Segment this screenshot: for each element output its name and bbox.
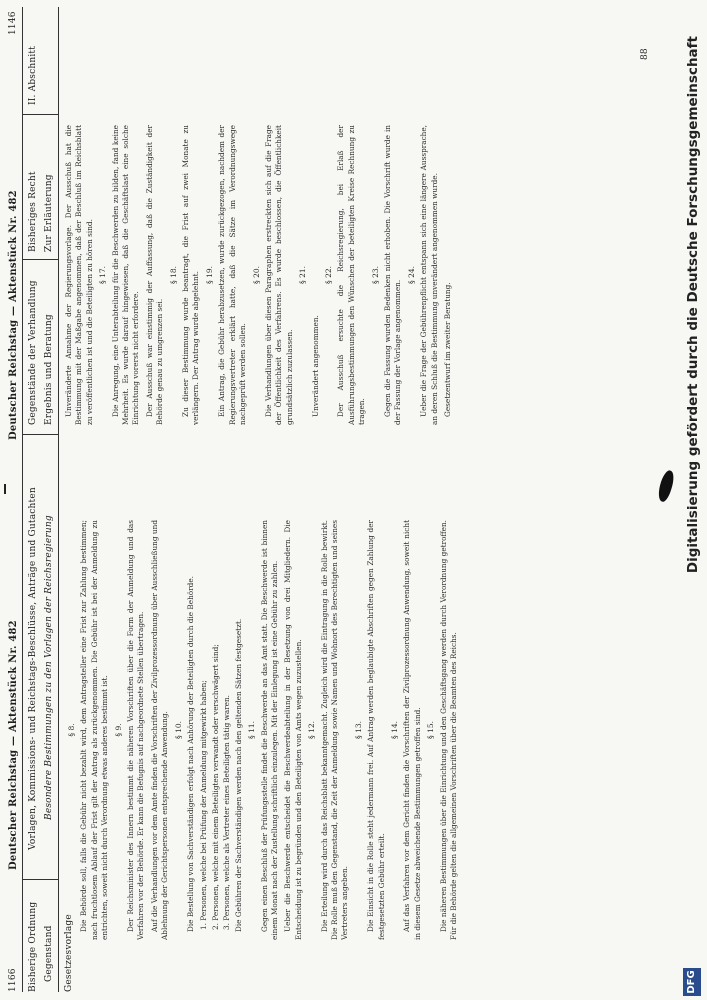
margin-note: Gesetzesvorlage xyxy=(64,914,74,992)
section-heading: § 8. xyxy=(67,723,76,737)
paragraph: Der Ausschuß war einstimmig der Auffassung, daß die Zuständigkeit der Behörde genau zu umgrenzen sei. xyxy=(144,125,165,425)
page-number-left: 1166 xyxy=(8,968,18,992)
paragraph: Gesetzentwurf im zweiter Beratung. xyxy=(443,282,452,417)
paragraph: 1. Personen, welche bei Prüfung der Anmeldung mitgewirkt haben; xyxy=(199,680,209,930)
col-divider-3 xyxy=(22,259,58,260)
col-divider-1 xyxy=(22,879,58,880)
section-heading: § 24. xyxy=(406,265,416,285)
section-heading: § 22. xyxy=(323,265,333,285)
section-heading: § 18. xyxy=(168,265,178,285)
paragraph: Der Ausschuß ersuchte die Reichsregierung, bei Erlaß der Ausführungsbestimmungen den Wünschen der beteiligten Kreise Rechnung zu tragen. xyxy=(336,125,367,425)
dfg-watermark xyxy=(681,0,705,1000)
paragraph: Auf die Verhandlungen vor dem Amte finden die Vorschriften der Zivilprozessordnung über Ausschließung und Ablehnung der Gerichtspersonen entsprechende Anwendung. xyxy=(149,520,170,940)
paragraph: Die Erteilung wird durch das Reichsblatt bekanntgemacht. Zugleich wird die Eintragung in die Rolle bewirkt. Die Rolle muß den Gegenstand, die Zeit der Anmeldung sowie Namen und Wohnort des Berechtigten und seines Vertreters angeben. xyxy=(319,520,350,940)
right-column-c: II. Abschnitt xyxy=(28,45,38,105)
section-heading: § 14. xyxy=(389,720,399,740)
section-heading: § 19. xyxy=(204,265,214,285)
paragraph: Die Anregung, eine Unterabteilung für die Beschwerden zu bilden, fand keine Mehrheit. Es wurde darauf hingewiesen, daß die Geschäftslast eine solche Einrichtung vorerst nicht erfordere. xyxy=(110,125,141,425)
paragraph: Unveränderte Annahme der Regierungsvorlage. Der Ausschuß hat die Bestimmung mit der Maßgabe angenommen, daß der Beschluß im Reichsblatt zu veröffentlichen ist und die Beteiligten zu hören sind. xyxy=(64,125,94,425)
right-column-b: Zur Erläuterung xyxy=(44,174,54,252)
paragraph: 3. Personen, welche als Vertreter eines Beteiligten tätig waren. xyxy=(222,694,232,930)
section-heading: § 17. xyxy=(98,265,108,285)
scan-mark xyxy=(4,484,12,494)
col-divider-2 xyxy=(22,434,58,435)
section-heading: § 11. xyxy=(247,720,257,740)
dfg-logo-icon: DFG xyxy=(683,968,701,996)
running-head-left: Deutscher Reichstag — Aktenstück Nr. 482 xyxy=(8,620,19,870)
section-heading: § 21. xyxy=(298,265,308,285)
paragraph: Gegen die Fassung wurden Bedenken nicht erhoben. Die Vorschrift wurde in der Fassung der Vorlage angenommen. xyxy=(382,125,403,425)
paragraph: Zu dieser Bestimmung wurde beantragt, die Frist auf zwei Monate zu verlängern. Der Antrag wurde abgelehnt. xyxy=(181,125,201,425)
running-head-right: Deutscher Reichstag — Aktenstück Nr. 482 xyxy=(8,190,19,440)
paragraph: Ueber die Frage der Gebührenpflicht entspann sich eine längere Aussprache, an deren Schluß die Bestimmung unverändert angenommen wurde. xyxy=(419,125,439,425)
left-column-subtitle: Gegenstand xyxy=(44,925,54,982)
section-heading: § 9. xyxy=(113,723,123,737)
paragraph: Ueber die Beschwerde entscheidet die Beschwerdeabteilung in der Besetzung von drei Mitgliedern. Die Entscheidung ist zu begründen und den Beteiligten von Amts wegen zuzustellen. xyxy=(283,520,303,940)
page-number-right: 1146 xyxy=(8,11,18,35)
paragraph: 2. Personen, welche mit einem Beteiligten verwandt oder verschwägert sind; xyxy=(210,644,220,930)
paragraph: Unverändert angenommen. xyxy=(310,315,320,417)
section-heading: § 12. xyxy=(307,720,317,740)
right-column-a: Bisheriges Recht xyxy=(28,171,38,252)
section-heading: § 15. xyxy=(426,720,436,740)
paragraph: Ein Antrag, die Gebühr herabzusetzen, wurde zurückgezogen, nachdem der Regierungsvertreter erklärt hatte, daß die Sätze im Verordnungswege nachgeprüft werden sollen. xyxy=(217,125,248,425)
col-divider-4 xyxy=(22,114,58,115)
right-column-subtitle: Ergebnis und Beratung xyxy=(44,314,54,425)
paragraph: Die näheren Bestimmungen über die Einrichtung und den Geschäftsgang werden durch Verordnung getroffen. Für die Behörde gelten die allgemeinen Vorschriften über die Beamten des Reichs. xyxy=(438,520,458,940)
section-heading: § 10. xyxy=(173,720,183,740)
right-text-column xyxy=(64,125,624,425)
paragraph: Die Verhandlungen über diesen Paragraphen erstreckten sich auf die Frage der Öffentlichkeit des Verfahrens. Es wurde beschlossen, die Öffentlichkeit grundsätzlich zuzulassen. xyxy=(263,125,294,425)
paragraph: Gegen einen Beschluß der Prüfungsstelle findet die Beschwerde an das Amt statt. Die Beschwerde ist binnen einem Monat nach der Zustellung schriftlich einzulegen. Mit der Einlegung ist eine Gebühr zu zahlen. xyxy=(259,520,279,940)
section-heading: § 23. xyxy=(370,265,380,285)
paragraph: Die Bestellung von Sachverständigen erfolgt nach Anhörung der Beteiligten durch die Behörde. xyxy=(186,576,196,932)
section-heading: § 13. xyxy=(353,720,363,740)
left-text-column xyxy=(64,520,644,940)
paragraph: Die Einsicht in die Rolle steht jedermann frei. Auf Antrag werden beglaubigte Abschriften gegen Zahlung der festgesetzten Gebühr erteilt. xyxy=(366,520,386,940)
paragraph: Der Reichsminister des Innern bestimmt die näheren Vorschriften über die Form der Anmeldung und das Verfahren vor der Behörde. Er kann die Befugnis auf nachgeordnete Stellen übertragen. xyxy=(126,520,146,940)
paragraph: Die Behörde soll, falls die Gebühr nicht bezahlt wird, dem Antragsteller eine Frist zur Zahlung bestimmen; nach fruchtlosem Ablauf der Frist gilt der Antrag als zurückgenommen. Die Gebühr ist bei der Anmeldung zu entrichten, soweit nicht durch Verordnung etwas anderes bestimmt ist. xyxy=(79,520,110,940)
paragraph: Auf das Verfahren vor dem Gericht finden die Vorschriften der Zivilprozessordnung Anwendung, soweit nicht in diesem Gesetze abweichende Bestimmungen getroffen sind. xyxy=(402,520,422,940)
page-bottom-number: 88 xyxy=(640,48,650,60)
section-heading: § 20. xyxy=(251,265,261,285)
paragraph: Die Gebühren der Sachverständigen werden nach den geltenden Sätzen festgesetzt. xyxy=(233,618,243,932)
subheader-rule xyxy=(58,7,59,992)
left-column-title: Bisherige Ordnung xyxy=(28,901,38,992)
left-main-subtitle: Besondere Bestimmungen zu den Vorlagen der Reichsregierung xyxy=(44,515,54,820)
header-rule xyxy=(22,7,23,992)
right-column-title: Gegenstände der Verhandlung xyxy=(28,280,38,425)
watermark-text: Digitalisierung gefördert durch die Deutsche Forschungsgemeinschaft xyxy=(685,36,701,574)
left-main-title: Vorlagen, Kommissions- und Reichstags-Beschlüsse, Anträge und Gutachten xyxy=(28,487,38,850)
